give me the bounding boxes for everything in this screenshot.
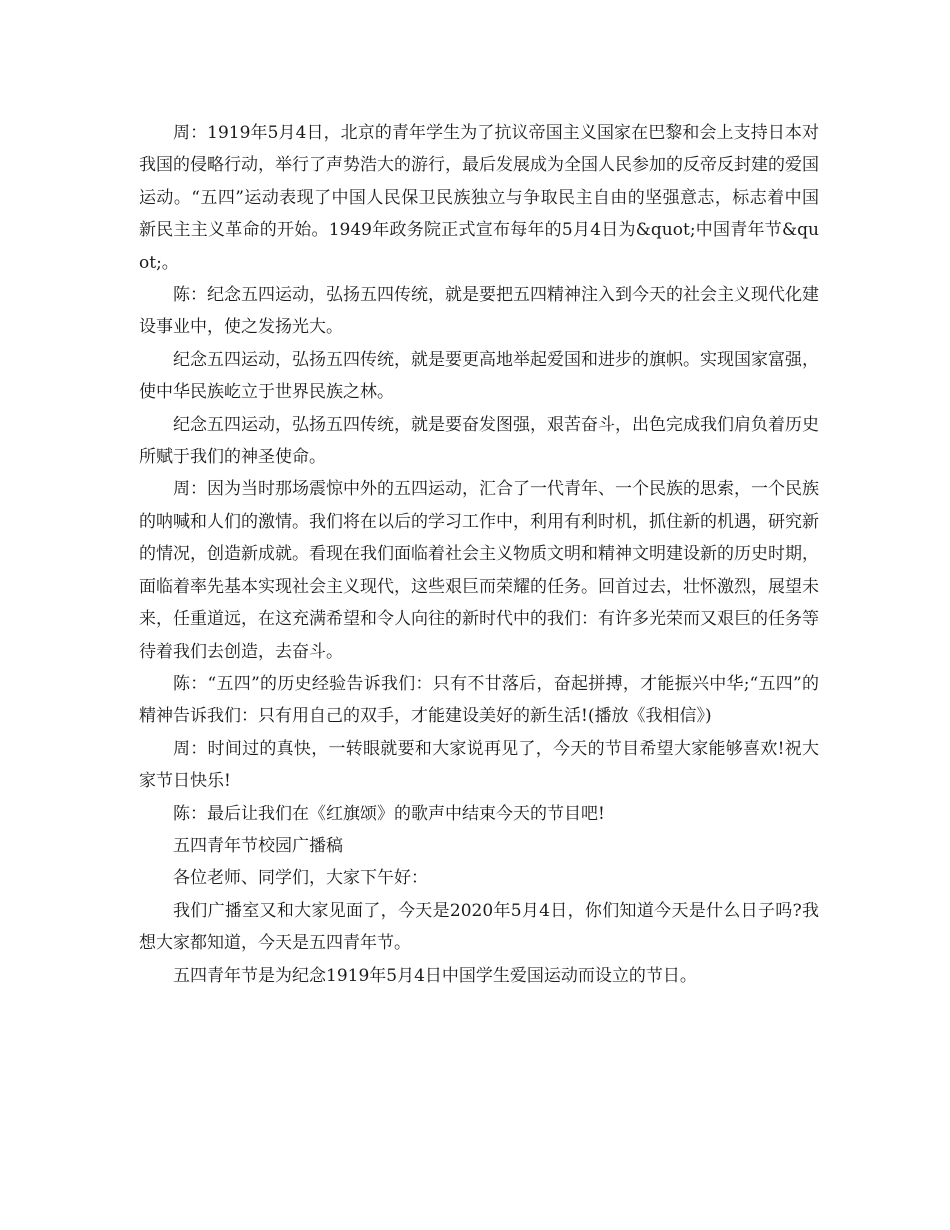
- section-heading: 五四青年节校园广播稿: [173, 835, 343, 856]
- paragraph: 陈：纪念五四运动，弘扬五四传统，就是要把五四精神注入到今天的社会主义现代化建设事业中，使之发扬光大。: [139, 285, 819, 338]
- paragraph: 周：因为当时那场震惊中外的五四运动，汇合了一代青年、一个民族的思索，一个民族的呐喊和人们的激情。我们将在以后的学习工作中，利用有利时机，抓住新的机遇，研究新的情况，创造新成就。看现在我们面临着社会主义物质文明和精神文明建设新的历史时期，面临着率先基本实现社会主义现代，这些艰巨而荣耀的任务。回首过去，壮怀激烈，展望未来，任重道远，在这充满希望和令人向往的新时代中的我们：有许多光荣而又艰巨的任务等待着我们去创造，去奋斗。: [139, 479, 819, 662]
- document-page: [139, 117, 819, 992]
- paragraph: 陈：最后让我们在《红旗颂》的歌声中结束今天的节目吧!: [173, 803, 605, 824]
- paragraph: 周：时间过的真快，一转眼就要和大家说再见了，今天的节目希望大家能够喜欢!祝大家节日快乐!: [139, 738, 819, 792]
- paragraph: 周：1919年5月4日，北京的青年学生为了抗议帝国主义国家在巴黎和会上支持日本对我国的侵略行动，举行了声势浩大的游行，最后发展成为全国人民参加的反帝反封建的爱国运动。“五四”运动表现了中国人民保卫民族独立与争取民主自由的坚强意志，标志着中国新民主主义革命的开始。1949年政务院正式宣布每年的5月4日为&quot;中国青年节&quot;。: [139, 123, 819, 273]
- greeting: 各位老师、同学们，大家下午好：: [173, 868, 428, 889]
- paragraph: 五四青年节是为纪念1919年5月4日中国学生爱国运动而设立的节日。: [173, 965, 697, 986]
- paragraph: 纪念五四运动，弘扬五四传统，就是要奋发图强，艰苦奋斗，出色完成我们肩负着历史所赋于我们的神圣使命。: [139, 414, 819, 468]
- paragraph: 陈：“五四”的历史经验告诉我们：只有不甘落后，奋起拼搏，才能振兴中华;“五四”的精神告诉我们：只有用自己的双手，才能建设美好的新生活!(播放《我相信》): [139, 673, 819, 727]
- paragraph: 我们广播室又和大家见面了，今天是2020年5月4日，你们知道今天是什么日子吗?我想大家都知道，今天是五四青年节。: [139, 900, 819, 954]
- paragraph: 纪念五四运动，弘扬五四传统，就是要更高地举起爱国和进步的旗帜。实现国家富强，使中华民族屹立于世界民族之林。: [139, 349, 819, 403]
